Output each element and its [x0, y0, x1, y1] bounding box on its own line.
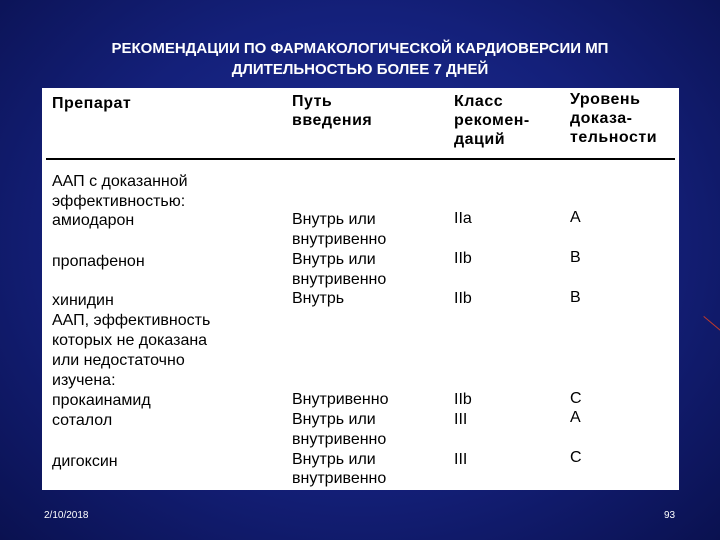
recommendations-table: [42, 88, 679, 490]
drug-procainamide: прокаинамид: [52, 392, 151, 409]
level-value: B: [570, 249, 581, 266]
drug-line: изучена:: [52, 372, 116, 389]
drug-digoxin: дигоксин: [52, 453, 118, 470]
header-route-1: Путь: [292, 93, 333, 110]
route-line: Внутрь: [292, 290, 345, 307]
route-line: внутривенно: [292, 231, 387, 248]
level-value: A: [570, 409, 581, 426]
header-class-3: даций: [454, 131, 506, 148]
level-value: C: [570, 449, 582, 466]
level-value: C: [570, 390, 582, 407]
route-line: Внутривенно: [292, 391, 389, 408]
class-value: IIb: [454, 391, 472, 408]
class-value: III: [454, 411, 468, 428]
route-line: Внутрь или: [292, 411, 376, 428]
header-drug: Препарат: [52, 95, 132, 112]
class-value: IIb: [454, 250, 472, 267]
drug-line: или недостаточно: [52, 352, 185, 369]
route-line: Внутрь или: [292, 251, 376, 268]
drug-line: которых не доказана: [52, 332, 208, 349]
decorative-line: [703, 316, 720, 336]
drug-quinidine: хинидин: [52, 292, 114, 309]
level-value: B: [570, 289, 581, 306]
level-value: A: [570, 209, 581, 226]
class-value: IIb: [454, 290, 472, 307]
drug-propafenone: пропафенон: [52, 253, 145, 270]
drug-line: ААП с доказанной: [52, 173, 188, 190]
footer-page-number: 93: [664, 510, 676, 521]
page-title: [40, 38, 680, 80]
header-class-2: рекомен-: [454, 112, 530, 129]
drug-line: эффективностью:: [52, 193, 186, 210]
header-route-2: введения: [292, 112, 373, 129]
header-divider: [46, 158, 675, 160]
drug-line: ААП, эффективность: [52, 312, 211, 329]
route-line: Внутрь или: [292, 451, 376, 468]
class-value: IIa: [454, 210, 472, 227]
drug-amiodarone: амиодарон: [52, 212, 135, 229]
route-line: внутривенно: [292, 271, 387, 288]
drug-sotalol: соталол: [52, 412, 113, 429]
route-line: Внутрь или: [292, 211, 376, 228]
header-level-1: Уровень: [570, 91, 641, 108]
title-line-2: ДЛИТЕЛЬНОСТЬЮ БОЛЕЕ 7 ДНЕЙ: [231, 61, 489, 78]
header-class-1: Класс: [454, 93, 504, 110]
header-level-3: тельности: [570, 129, 658, 146]
route-line: внутривенно: [292, 431, 387, 448]
route-line: внутривенно: [292, 470, 387, 487]
title-line-1: РЕКОМЕНДАЦИИ ПО ФАРМАКОЛОГИЧЕСКОЙ КАРДИОВЕРСИИ МП: [111, 40, 609, 57]
class-value: III: [454, 451, 468, 468]
footer-date: 2/10/2018: [44, 510, 89, 521]
header-level-2: доказа-: [570, 110, 633, 127]
